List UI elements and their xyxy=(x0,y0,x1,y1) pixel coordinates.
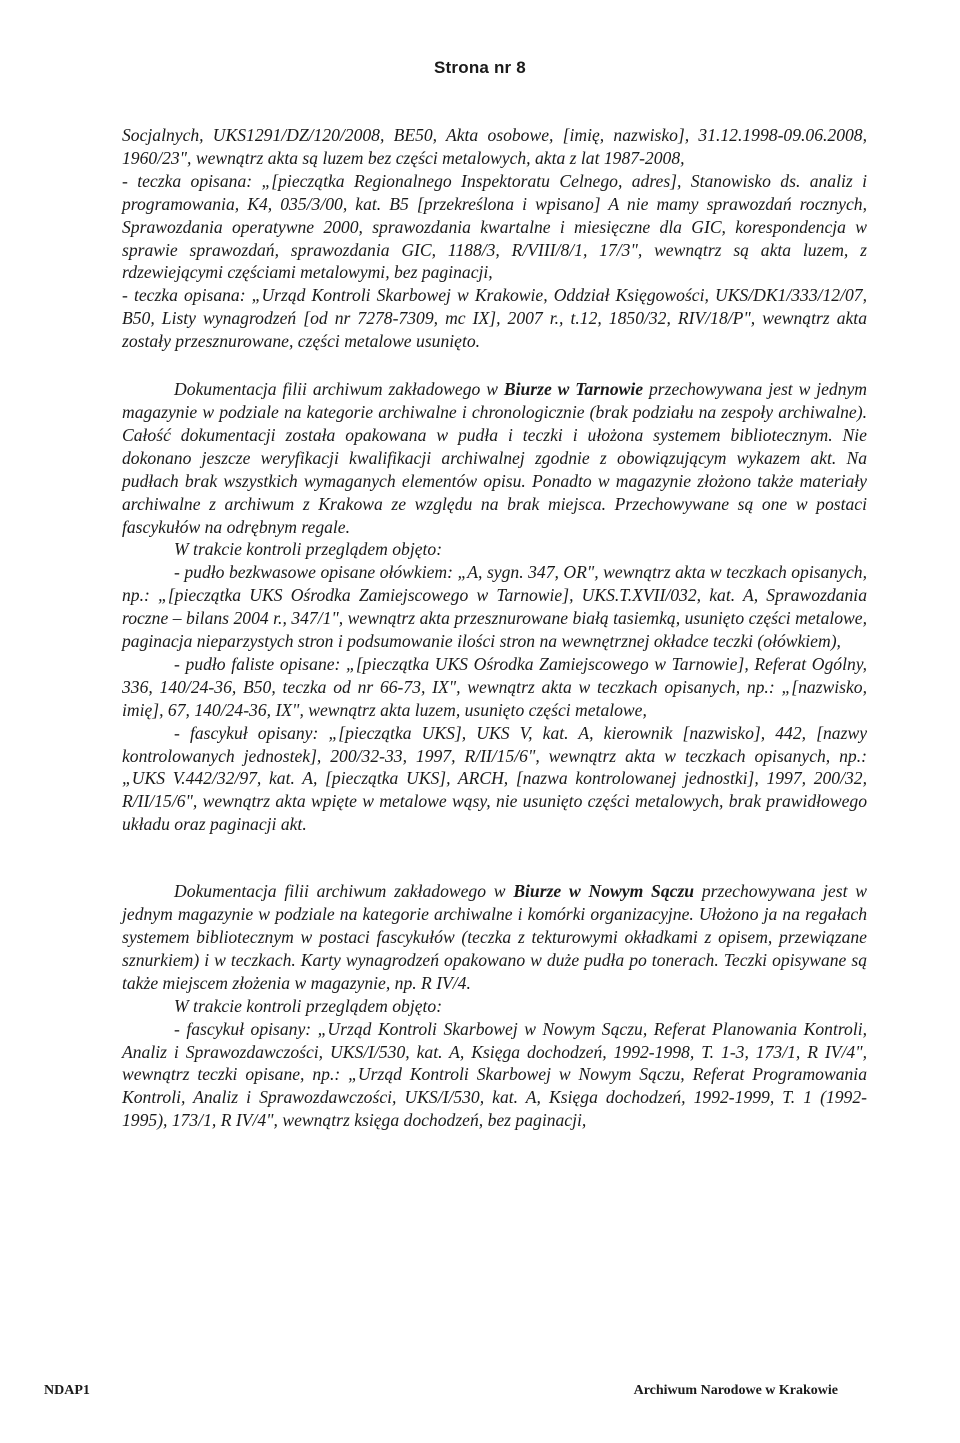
list-item: - fascykuł opisany: „[pieczątka UKS], UKS V, kat. A, kierownik [nazwisko], 442, [nazwy kontrolowanych jednostek], 200/32-33, 1997, R/II/15/6", wewnątrz akta w teczkach opisanych, np.: „UKS V.442/32/97, kat. A, [pieczątka UKS], ARCH, [nazwa kontrolowanej jednostki], 1997, 200/32, R/II/15/6", wewnątrz akta wpięte w metalowe wąsy, nie usunięto części metalowych, brak prawidłowego układu oraz paginacji akt. xyxy=(122,722,867,835)
footer-left-label: NDAP1 xyxy=(44,1383,90,1398)
list-item: - fascykuł opisany: „Urząd Kontroli Skarbowej w Nowym Sączu, Referat Planowania Kontroli, Analiz i Sprawozdawczości, UKS/I/530, kat. A, Księga dochodzeń, 1992-1998, T. 1-3, 173/1, R IV/4", wewnątrz teczki opisane, np.: „Urząd Kontroli Skarbowej w Nowym Sączu, Referat Programowania Kontroli, Analiz i Sprawozdawczości, UKS/I/530, kat. A, Księga dochodzeń, 1992-1999, T. 1 (1992-1995), 173/1, R IV/4", wewnątrz księga dochodzeń, bez paginacji, xyxy=(122,1018,867,1131)
office-name-sacz: Biurze w Nowym Sączu xyxy=(513,881,695,902)
paragraph-continuation: Socjalnych, UKS1291/DZ/120/2008, BE50, Akta osobowe, [imię, nazwisko], 31.12.1998-09.06.2008, 1960/23", wewnątrz akta są luzem bez części metalowych, akta z lat 1987-2008, xyxy=(122,125,867,168)
text-run: Dokumentacja filii archiwum zakładowego w xyxy=(174,881,514,902)
review-label: W trakcie kontroli przeglądem objęto: xyxy=(174,995,443,1016)
footer-right-label: Archiwum Narodowe w Krakowie xyxy=(633,1383,838,1398)
paragraph-tarnow-intro xyxy=(122,378,867,538)
text-run: przechowywana jest w jednym magazynie w podziale na kategorie archiwalne i komórki organizacyjne. Ułożono ja na regałach systemem bibliotecznym w postaci fascykułów (teczka z tekturowymi okładkami z opisem, przewiązane sznurkiem) i w teczkach. Karty wynagrodzeń opakowano w duże pudła po tonerach. Teczki opisywane są także miejscem złożenia w magazynie, np. R IV/4. xyxy=(122,881,867,993)
spacer xyxy=(122,353,867,378)
text-run: Dokumentacja filii archiwum zakładowego w xyxy=(174,379,504,400)
document-body xyxy=(122,124,867,1132)
page-number-header: Strona nr 8 xyxy=(434,58,526,77)
review-label: W trakcie kontroli przeglądem objęto: xyxy=(174,539,443,560)
list-item: - pudło bezkwasowe opisane ołówkiem: „A, sygn. 347, OR", wewnątrz akta w teczkach opisanych, np.: „[pieczątka UKS Ośrodka Zamiejscowego w Tarnowie], UKS.T.XVII/032, kat. A, Sprawozdania roczne – bilans 2004 r., 347/1", wewnątrz akta przesznurowane białą tasiemką, usunięto części metalowe, paginacja nieparzystych stron i podsumowanie ilości stron na wewnętrznej okładce teczki (ołówkiem), xyxy=(122,562,867,652)
spacer xyxy=(122,836,867,880)
list-item: - teczka opisana: „Urząd Kontroli Skarbowej w Krakowie, Oddział Księgowości, UKS/DK1/333/12/07, B50, Listy wynagrodzeń [od nr 7278-7309, mc IX], 2007 r., t.12, 1850/32, RIV/18/P", wewnątrz akta zostały przesznurowane, części metalowe usunięto. xyxy=(122,285,867,352)
list-item: - pudło faliste opisane: „[pieczątka UKS Ośrodka Zamiejscowego w Tarnowie], Referat Ogólny, 336, 140/24-36, B50, teczka od nr 66-73, IX", wewnątrz akta w teczkach opisanych, np.: „[nazwisko, imię], 67, 140/24-36, IX", wewnątrz akta luzem, usunięto części metalowe, xyxy=(122,653,867,720)
text-run: przechowywana jest w jednym magazynie w podziale na kategorie archiwalne i chronologicznie (brak podziału na zespoły archiwalne). Całość dokumentacji została opakowana w pudła i teczki i ułożona systemem bibliotecznym. Nie dokonano jeszcze weryfikacji kwalifikacji archiwalnej zgodnie z obowiązującym wykazem akt. Na pudłach brak wszystkich wymaganych elementów opisu. Ponadto w magazynie złożono także materiały archiwalne z archiwum z Krakowa ze względu na brak miejsca. Przechowywane są one w postaci fascykułów na odrębnym regale. xyxy=(122,379,868,537)
office-name-tarnow: Biurze w Tarnowie xyxy=(503,379,644,400)
paragraph-sacz-intro xyxy=(122,880,867,995)
list-item: - teczka opisana: „[pieczątka Regionalnego Inspektoratu Celnego, adres], Stanowisko ds. analiz i programowania, K4, 035/3/00, kat. B5 [przekreślona i wpisano] A nie mamy sprawozdań rocznych, Sprawozdania operatywne 2000, sprawozdania kwartalne i miesięczne dla GIC, korespondencja w sprawie sprawozdań, sprawozdania GIC, 1188/3, R/VIII/8/1, 17/3", wewnątrz są akta luzem, z rdzewiejącymi częściami metalowymi, bez paginacji, xyxy=(122,170,867,283)
